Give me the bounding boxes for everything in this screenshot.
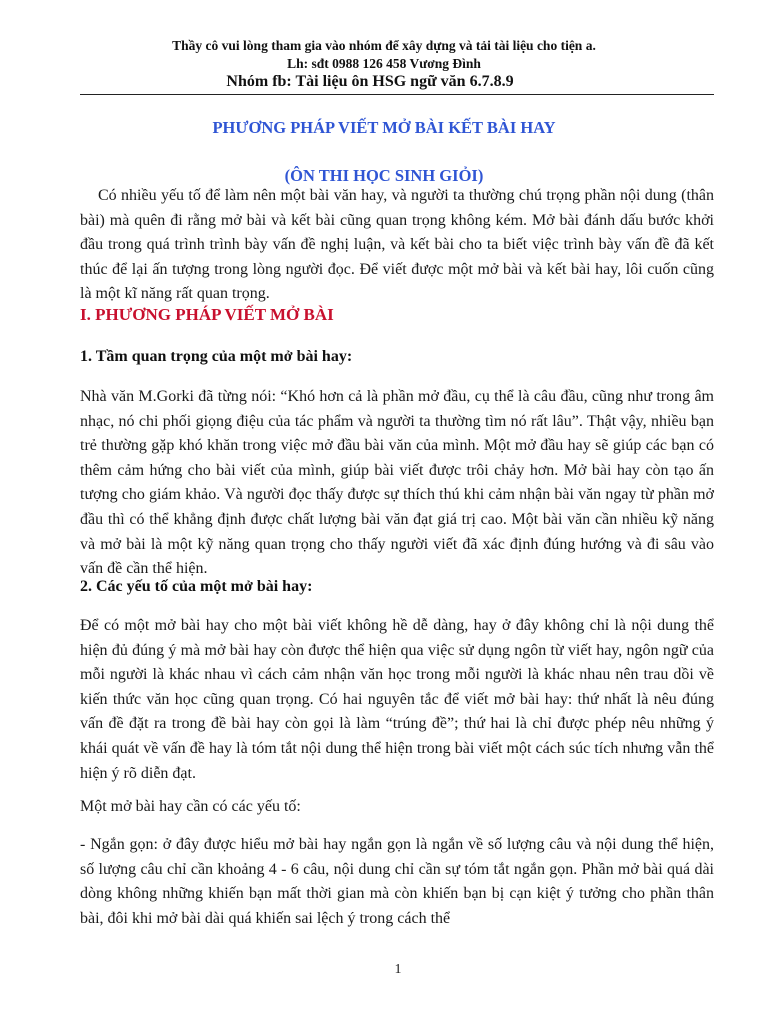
subsection-1-paragraph: Nhà văn M.Gorki đã từng nói: “Khó hơn cả là phần mở đầu, cụ thể là câu đầu, cũng như trong âm nhạc, nó chi phối giọng điệu của tác phẩm và người ta thường tìm nó rất lâu”. Thật vậy, nhiều bạn trẻ thường gặp khó khăn trong việc mở đầu bài văn của mình. Một mở đầu hay sẽ giúp các bạn có thêm cảm hứng cho bài viết của mình, giúp bài viết được trôi chảy hơn. Mở bài hay còn tạo ấn tượng cho giám khảo. Và người đọc thấy được sự thích thú khi cảm nhận bài văn ngay từ phần mở đầu thì có thể khẳng định được chất lượng bài văn đạt giá trị cao. Một bài văn cần nhiều kỹ năng và mở bài là một kỹ năng quan trọng cho thấy người viết đã xác định đúng hướng và đi sâu vào vấn đề cần thể hiện. (80, 388, 714, 578)
elements-lead: Một mở bài hay cần có các yếu tố: (80, 798, 301, 815)
subsection-2-heading: 2. Các yếu tố của một mở bài hay: (80, 578, 313, 595)
intro-paragraph: Có nhiều yếu tố để làm nên một bài văn hay, và người ta thường chú trọng phần nội dung (thân bài) mà quên đi rằng mở bài và kết bài cũng quan trọng không kém. Mở bài đánh dấu bước khởi đầu trong quá trình trình bày vấn đề nghị luận, và kết bài cho ta biết việc trình bày vấn đề đã kết thúc để lại ấn tượng trong lòng người đọc. Để viết được một mở bài và kết bài hay, lôi cuốn cũng là một kĩ năng rất quan trọng. (80, 187, 714, 303)
header-divider (80, 94, 714, 95)
document-subtitle: (ÔN THI HỌC SINH GIỎI) (284, 166, 484, 185)
bullet-item: - Ngắn gọn: ở đây được hiểu mở bài hay ngắn gọn là ngắn về số lượng câu và nội dung thể hiện, số lượng câu chỉ cần khoảng 4 - 6 câu, nội dung chỉ cần sự tóm tắt ngắn gọn. Phần mở bài quá dài dòng không những khiến bạn mất thời gian mà còn khiến bạn bị cạn kiệt ý tưởng cho phần thân bài, đôi khi mở bài dài quá khiến sai lệch ý trong cách thể (80, 836, 714, 927)
page-number: 1 (394, 962, 402, 977)
document-title: PHƯƠNG PHÁP VIẾT MỞ BÀI KẾT BÀI HAY (212, 118, 556, 137)
header-line-1: Thầy cô vui lòng tham gia vào nhóm để xây dựng và tải tài liệu cho tiện a. (172, 38, 596, 53)
subsection-1-heading: 1. Tầm quan trọng của một mở bài hay: (80, 348, 353, 365)
section-1-heading: I. PHƯƠNG PHÁP VIẾT MỞ BÀI (80, 305, 334, 324)
header-line-3: Nhóm fb: Tài liệu ôn HSG ngữ văn 6.7.8.9 (226, 73, 514, 90)
subsection-2-paragraph: Để có một mở bài hay cho một bài viết không hề dễ dàng, hay ở đây không chỉ là nội dung thể hiện đủ đúng ý mà mở bài hay còn được thể hiện qua việc sử dụng ngôn từ viết hay, ngôn ngữ của mỗi người là khác nhau vì cách cảm nhận văn học trong mỗi người là khác nhau nên trau dồi về kiến thức văn học cũng quan trọng. Có hai nguyên tắc để viết mở bài hay: thứ nhất là nêu đúng vấn đề đặt ra trong đề bài hay còn gọi là làm “trúng đề”; thứ hai là chỉ được phép nêu những ý khái quát về vấn đề hay là tóm tắt nội dung thể hiện trong bài viết một cách súc tích nhưng vẫn thể hiện ý rõ diễn đạt. (80, 617, 714, 782)
header-line-2: Lh: sđt 0988 126 458 Vương Đình (287, 56, 481, 71)
